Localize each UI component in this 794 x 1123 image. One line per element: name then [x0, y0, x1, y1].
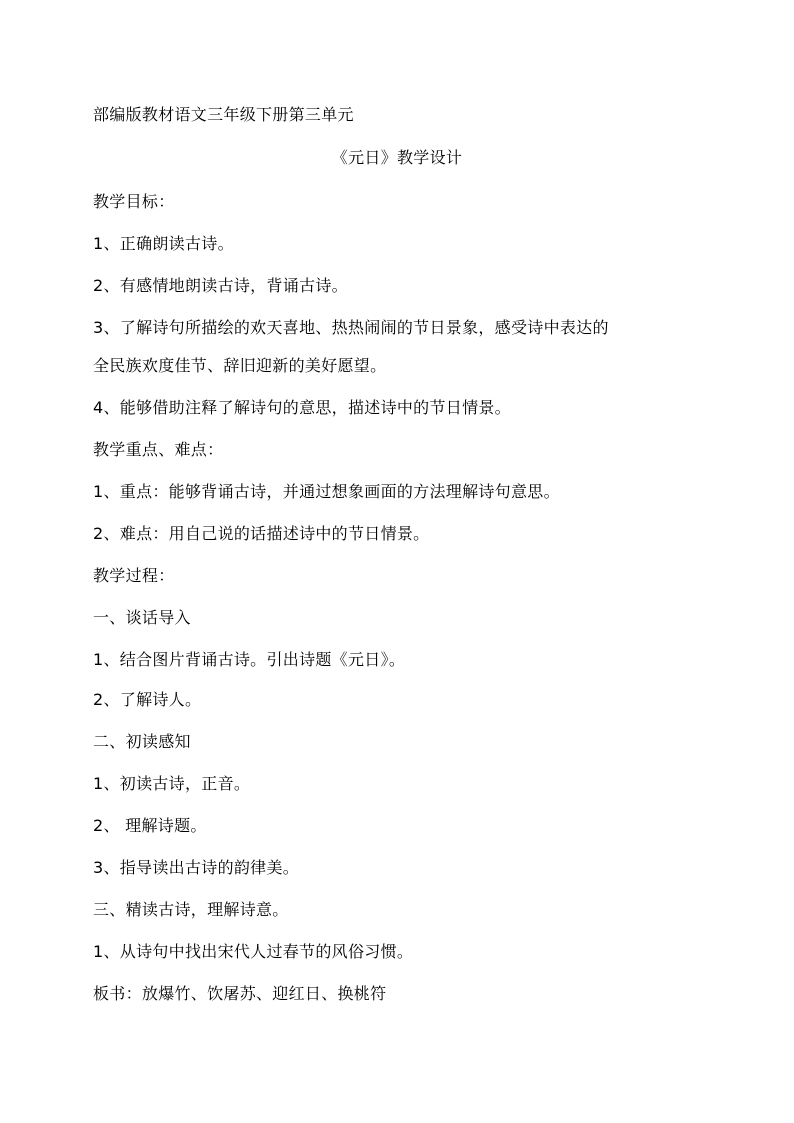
process-item-2-1: 1、初读古诗，正音。 [93, 774, 251, 793]
process-step-heading-3: 三、精读古诗，理解诗意。 [93, 900, 289, 919]
objective-item-2: 2、有感情地朗读古诗，背诵古诗。 [93, 276, 348, 295]
process-item-1-2: 2、了解诗人。 [93, 690, 202, 709]
objective-item-4: 4、能够借助注释了解诗句的意思，描述诗中的节日情景。 [93, 398, 511, 417]
blackboard-notes: 板书：放爆竹、饮屠苏、迎红日、换桃符 [93, 984, 387, 1003]
section-heading-objectives: 教学目标： [93, 192, 175, 211]
objective-item-1: 1、正确朗读古诗。 [93, 234, 234, 253]
objective-item-3-continued: 全民族欢度佳节、辞旧迎新的美好愿望。 [93, 356, 387, 375]
process-step-heading-1: 一、谈话导入 [93, 608, 191, 627]
objective-item-3: 3、了解诗句所描绘的欢天喜地、热热闹闹的节日景象，感受诗中表达的 [93, 318, 609, 337]
document-header: 部编版教材语文三年级下册第三单元 [93, 105, 354, 124]
document-title: 《元日》教学设计 [331, 148, 463, 167]
process-item-3-1: 1、从诗句中找出宋代人过春节的风俗习惯。 [93, 942, 414, 961]
key-point-item-1: 1、重点：能够背诵古诗，并通过想象画面的方法理解诗句意思。 [93, 482, 560, 501]
process-item-1-1: 1、结合图片背诵古诗。引出诗题《元日》。 [93, 650, 406, 669]
section-heading-process: 教学过程： [93, 566, 175, 585]
process-item-2-2: 2、 理解诗题。 [93, 816, 207, 835]
key-point-item-2: 2、难点：用自己说的话描述诗中的节日情景。 [93, 524, 430, 543]
section-heading-key-points: 教学重点、难点： [93, 440, 224, 459]
process-step-heading-2: 二、初读感知 [93, 732, 191, 751]
process-item-2-3: 3、指导读出古诗的韵律美。 [93, 858, 300, 877]
